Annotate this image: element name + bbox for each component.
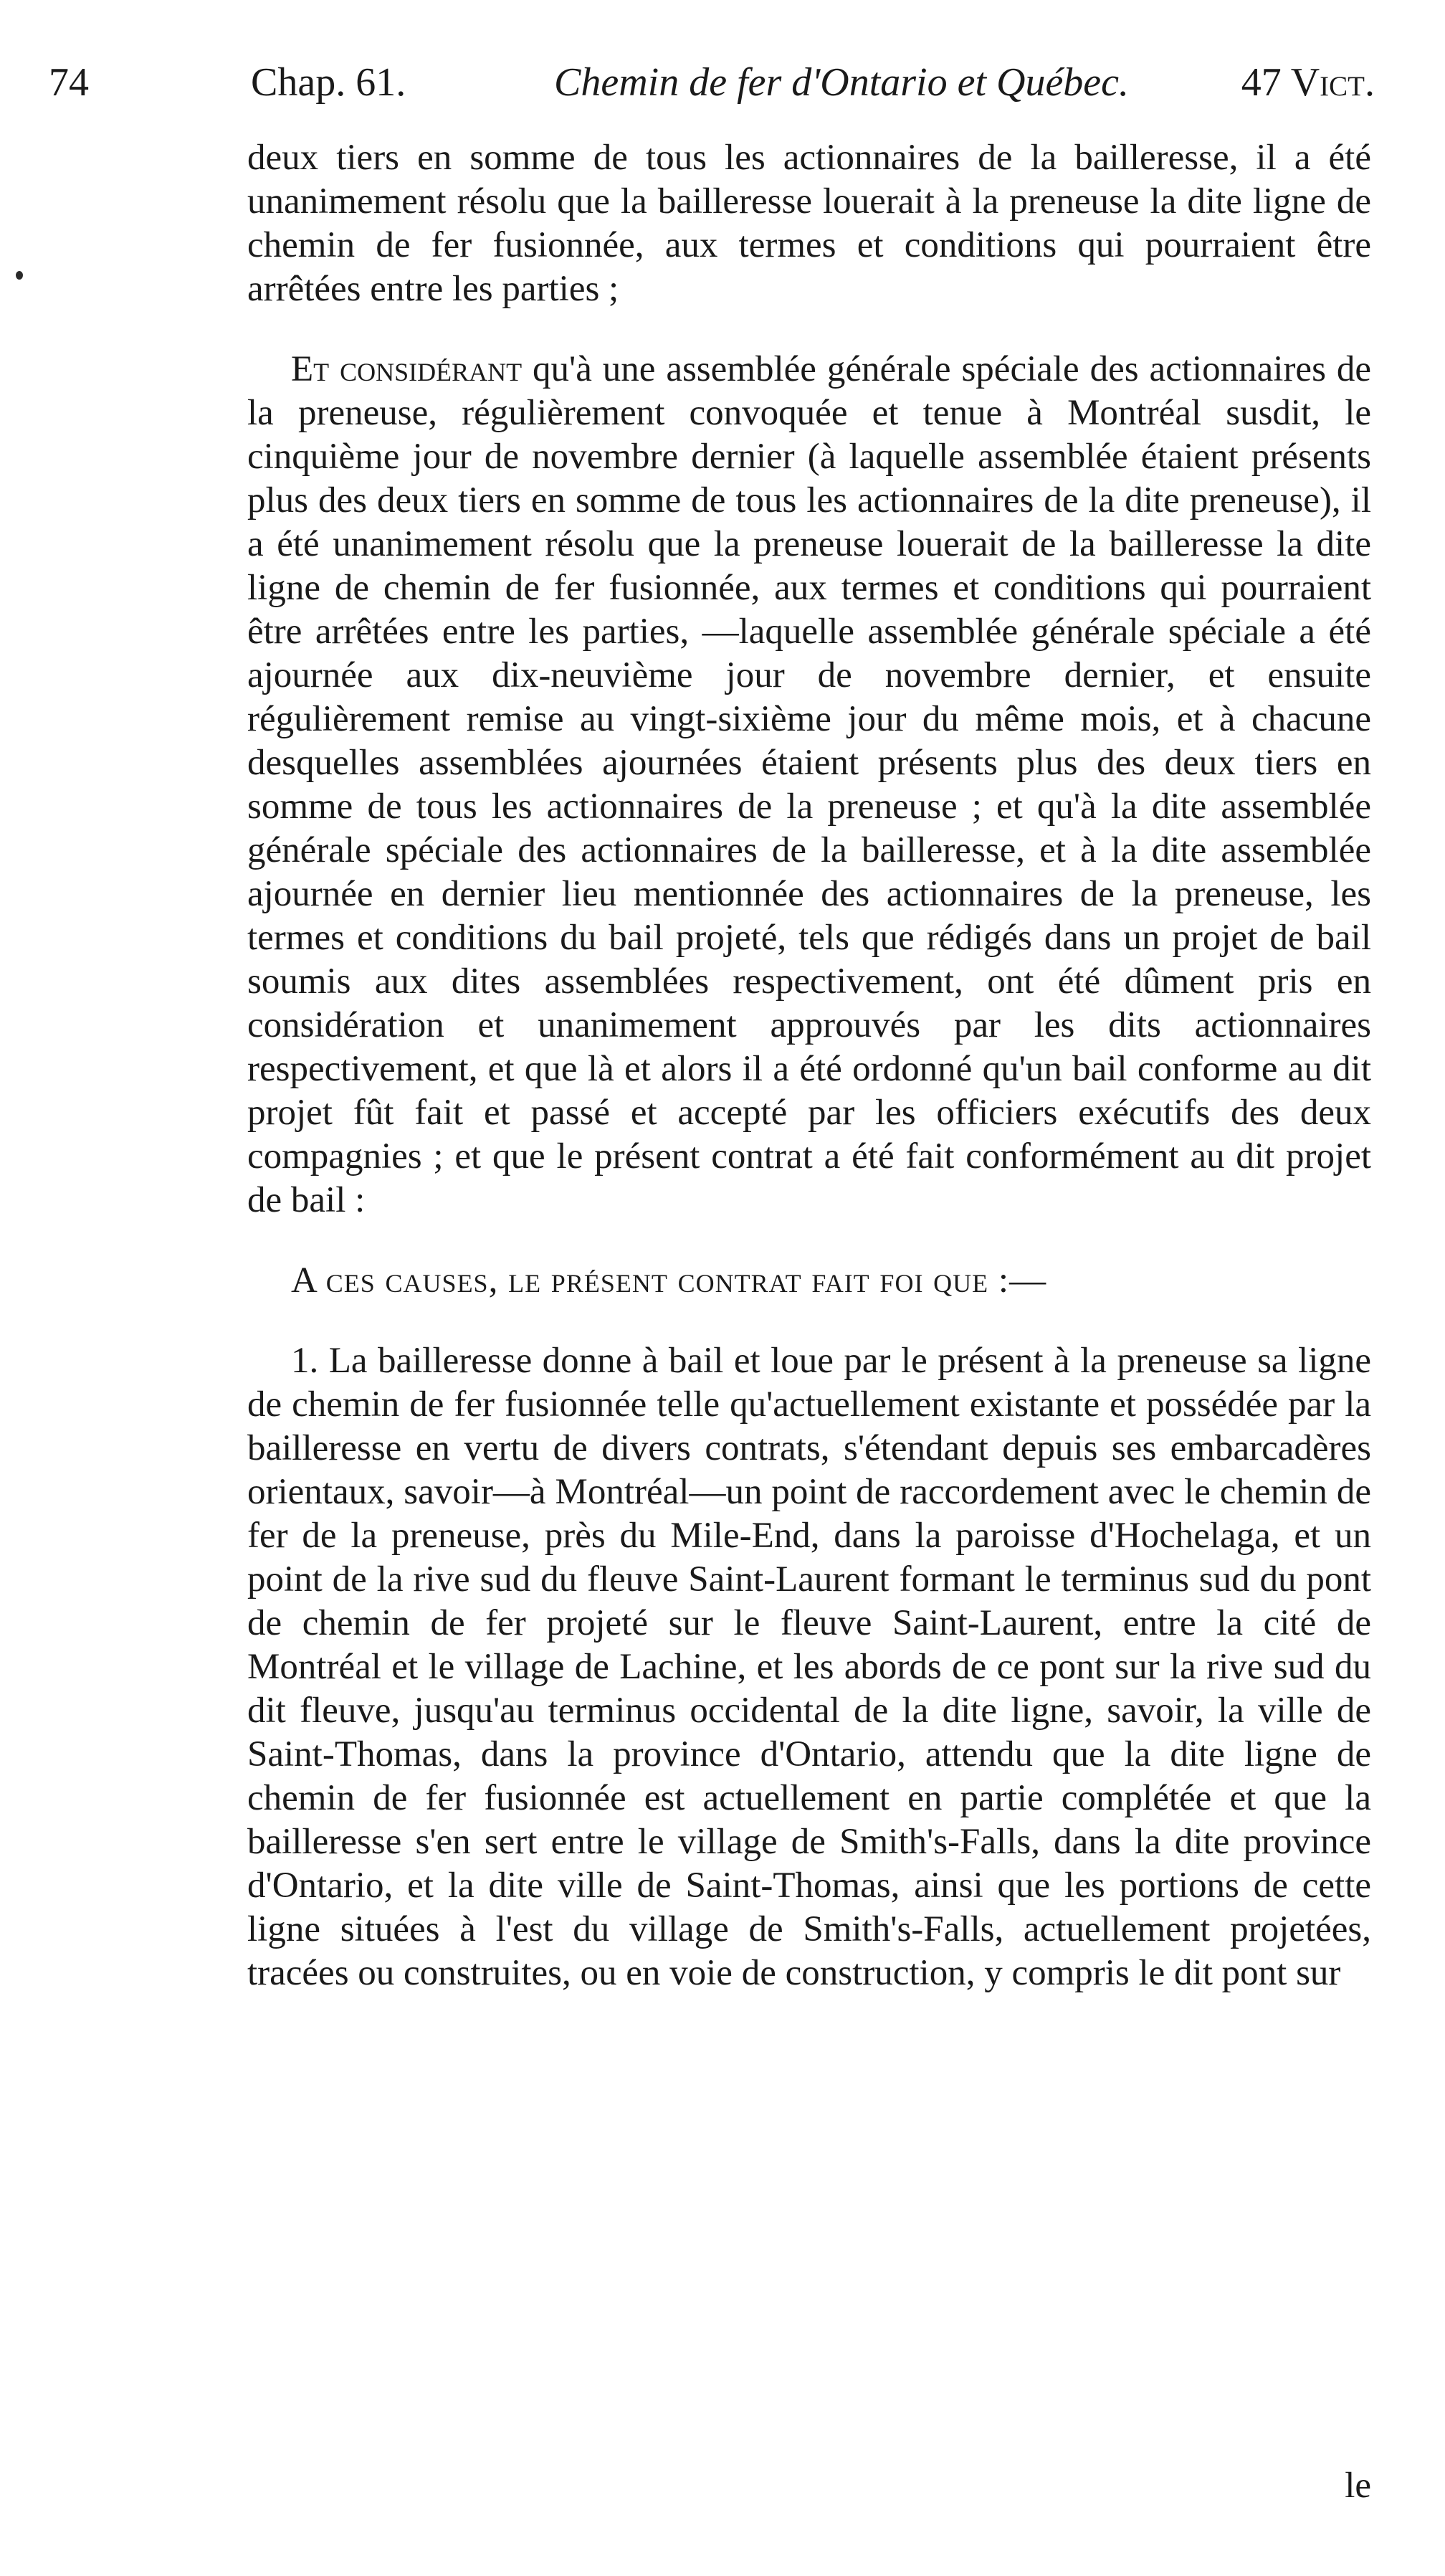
regnal-year: 47 Vict.: [1241, 60, 1375, 105]
paragraph-lead-words: Et considérant: [291, 349, 523, 389]
chapter-label: Chap. 61.: [251, 60, 406, 105]
paragraph-clause-1: 1. La bailleresse donne à bail et loue par le présent à la preneuse sa ligne de chemin de fer fusionnée telle qu'actuellement existante et possédée par la bailleresse en vertu de divers contrats, s'étendant depuis ses embarcadères orientaux, savoir—à Montréal—un point de raccordement avec le chemin de fer de la preneuse, près du Mile-End, dans la paroisse d'Hochelaga, et un point de la rive sud du fleuve Saint-Laurent formant le terminus sud du pont de chemin de fer projeté sur le fleuve Saint-Laurent, entre la cité de Montréal et le village de Lachine, et les abords de ce pont sur la rive sud du dit fleuve, jusqu'au terminus occidental de la dite ligne, savoir, la ville de Saint-Thomas, dans la province d'Ontario, attendu que la dite ligne de chemin de fer fusionnée est actuellement en partie complétée et que la bailleresse s'en sert entre le village de Smith's-Falls, dans la dite province d'Ontario, et la dite ville de Saint-Thomas, ainsi que les portions de cette ligne situées à l'est du village de Smith's-Falls, actuellement projetées, tracées ou construites, ou en voie de construction, y compris le dit pont sur: [247, 1341, 1371, 1993]
body-text: [247, 136, 1371, 1995]
paragraph-continuation: deux tiers en somme de tous les actionnaires de la bailleresse, il a été unanimement résolu que la bailleresse louerait à la preneuse la dite ligne de chemin de fer fusionnée, aux termes et conditions qui pourraient être arrêtées entre les parties ;: [247, 138, 1371, 309]
paragraph-whereas: [247, 348, 1371, 1222]
running-title: Chemin de fer d'Ontario et Québec.: [554, 60, 1130, 105]
section-heading: A ces causes, le présent contrat fait foi que :—: [291, 1260, 1047, 1301]
catchword: le: [1345, 2466, 1371, 2506]
ink-speck: [16, 271, 23, 280]
paragraph-whereas-text: qu'à une assemblée générale spéciale des actionnaires de la preneuse, régulièrement convoquée et tenue à Montréal susdit, le cinquième jour de novembre dernier (à laquelle assemblée étaient présents plus des deux tiers en somme de tous les actionnaires de la dite preneuse), il a été unanimement résolu que la preneuse louerait de la bailleresse la dite ligne de chemin de fer fusionnée, aux termes et conditions qui pourraient être arrêtées entre les parties, —laquelle assemblée générale spéciale a été ajournée aux dix-neuvième jour de novembre dernier, et ensuite régulièrement remise au vingt-sixième jour du même mois, et à chacune desquelles assemblées ajournées étaient présents plus des deux tiers en somme de tous les actionnaires de la preneuse ; et qu'à la dite assemblée générale spéciale des actionnaires de la bailleresse, et à la dite assemblée ajournée en dernier lieu mentionnée des actionnaires de la preneuse, les termes et conditions du bail projeté, tels que rédigés dans un projet de bail soumis aux dites assemblées respectivement, ont été dûment pris en considération et unanimement approuvés par les dits actionnaires respectivement, et que là et alors il a été ordonné qu'un bail conforme au dit projet fût fait et passé et accepté par les officiers exécutifs des deux compagnies ; et que le présent contrat a été fait conformément au dit projet de bail :: [247, 349, 1371, 1220]
running-header: [49, 50, 1375, 115]
page-number: 74: [49, 60, 89, 105]
